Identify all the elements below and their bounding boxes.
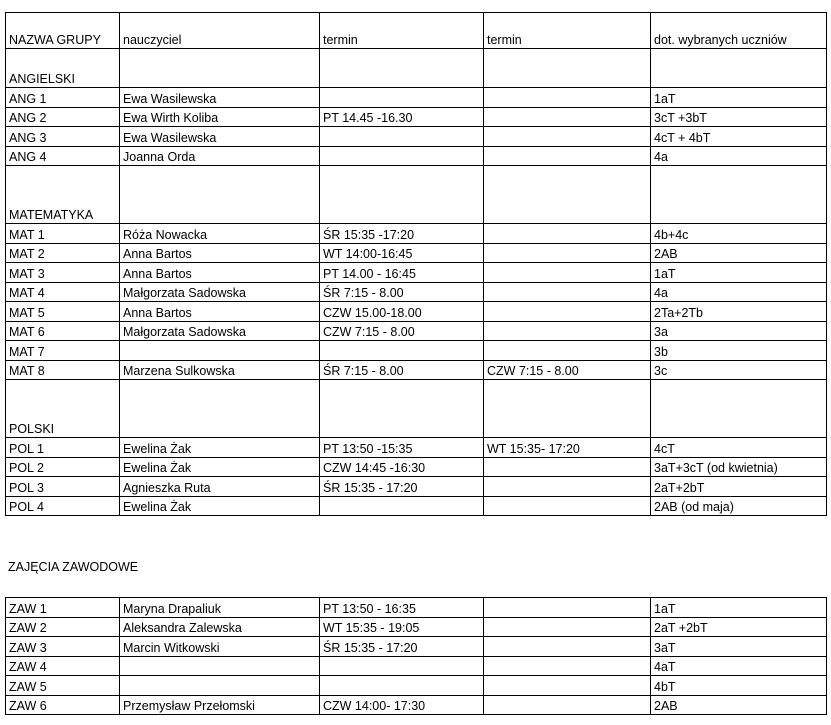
termin-2-cell (484, 617, 651, 637)
students-cell: 1aT (651, 598, 827, 618)
students-cell: 3cT +3bT (651, 107, 827, 127)
termin-1-cell: WT 15:35 - 19:05 (320, 617, 484, 637)
group-name-cell: MAT 2 (6, 243, 120, 263)
empty-cell (651, 166, 827, 224)
table-row (6, 341, 827, 361)
empty-cell (484, 166, 651, 224)
empty-cell (320, 380, 484, 438)
termin-1-cell (320, 341, 484, 361)
termin-2-cell (484, 107, 651, 127)
termin-1-cell: CZW 14:45 -16:30 (320, 457, 484, 477)
table-row (6, 598, 827, 618)
header-teacher-cell: nauczyciel (120, 13, 320, 49)
termin-2-cell (484, 637, 651, 657)
teacher-cell: Anna Bartos (120, 263, 320, 283)
group-name-cell: POL 2 (6, 457, 120, 477)
termin-1-cell: ŚR 7:15 - 8.00 (320, 360, 484, 380)
table-row (6, 676, 827, 696)
empty-cell (484, 380, 651, 438)
termin-1-cell: ŚR 15:35 -17:20 (320, 224, 484, 244)
students-cell: 2AB (od maja) (651, 496, 827, 516)
group-name-cell: POL 1 (6, 438, 120, 458)
teacher-cell: Ewelina Żak (120, 457, 320, 477)
table-row (6, 282, 827, 302)
students-cell: 4bT (651, 676, 827, 696)
students-cell: 3a (651, 321, 827, 341)
termin-1-cell: PT 14.00 - 16:45 (320, 263, 484, 283)
table-row (6, 302, 827, 322)
empty-cell (651, 380, 827, 438)
students-cell: 4a (651, 282, 827, 302)
students-cell: 2AB (651, 243, 827, 263)
termin-2-cell (484, 321, 651, 341)
teacher-cell (120, 341, 320, 361)
termin-2-cell (484, 127, 651, 147)
termin-2-cell (484, 302, 651, 322)
students-cell: 4cT + 4bT (651, 127, 827, 147)
zajecia-zawodowe-title: ZAJĘCIA ZAWODOWE (8, 560, 139, 574)
termin-1-cell (320, 676, 484, 696)
teacher-cell: Marcin Witkowski (120, 637, 320, 657)
group-name-cell: ANG 2 (6, 107, 120, 127)
table-row (6, 107, 827, 127)
group-name-cell: ZAW 2 (6, 617, 120, 637)
teacher-cell: Anna Bartos (120, 302, 320, 322)
students-cell: 3b (651, 341, 827, 361)
termin-1-cell: ŚR 15:35 - 17:20 (320, 477, 484, 497)
students-cell: 4cT (651, 438, 827, 458)
teacher-cell: Aleksandra Zalewska (120, 617, 320, 637)
empty-cell (320, 166, 484, 224)
empty-cell (120, 49, 320, 88)
section-title: MATEMATYKA (6, 166, 120, 224)
table-row (6, 224, 827, 244)
header-termin-2-cell: termin (484, 13, 651, 49)
termin-1-cell: ŚR 15:35 - 17:20 (320, 637, 484, 657)
teacher-cell (120, 656, 320, 676)
termin-2-cell (484, 695, 651, 715)
empty-cell (120, 380, 320, 438)
termin-2-cell: WT 15:35- 17:20 (484, 438, 651, 458)
termin-2-cell (484, 496, 651, 516)
teacher-cell: Marzena Sulkowska (120, 360, 320, 380)
termin-2-cell (484, 224, 651, 244)
table-row (6, 637, 827, 657)
group-name-cell: POL 4 (6, 496, 120, 516)
table-row (6, 243, 827, 263)
table-row (6, 360, 827, 380)
teacher-cell: Róża Nowacka (120, 224, 320, 244)
termin-2-cell (484, 146, 651, 166)
empty-cell (484, 49, 651, 88)
termin-1-cell (320, 146, 484, 166)
termin-2-cell (484, 598, 651, 618)
students-cell: 2Ta+2Tb (651, 302, 827, 322)
group-name-cell: MAT 4 (6, 282, 120, 302)
header-termin-1-cell: termin (320, 13, 484, 49)
section-title-row (6, 380, 827, 438)
group-name-cell: ZAW 4 (6, 656, 120, 676)
teacher-cell: Przemysław Przełomski (120, 695, 320, 715)
termin-1-cell: WT 14:00-16:45 (320, 243, 484, 263)
table-row (6, 88, 827, 108)
group-name-cell: MAT 1 (6, 224, 120, 244)
teacher-cell: Ewa Wirth Koliba (120, 107, 320, 127)
group-name-cell: ZAW 3 (6, 637, 120, 657)
group-name-cell: MAT 3 (6, 263, 120, 283)
section-title: POLSKI (6, 380, 120, 438)
students-cell: 1aT (651, 88, 827, 108)
section-title: ANGIELSKI (6, 49, 120, 88)
termin-2-cell (484, 243, 651, 263)
header-row (6, 13, 827, 49)
table-row (6, 477, 827, 497)
termin-2-cell (484, 282, 651, 302)
termin-2-cell (484, 263, 651, 283)
group-name-cell: POL 3 (6, 477, 120, 497)
termin-1-cell: CZW 15.00-18.00 (320, 302, 484, 322)
group-name-cell: ANG 1 (6, 88, 120, 108)
teacher-cell: Ewelina Żak (120, 496, 320, 516)
students-cell: 3c (651, 360, 827, 380)
empty-cell (120, 166, 320, 224)
group-name-cell: MAT 6 (6, 321, 120, 341)
empty-cell (651, 49, 827, 88)
teacher-cell: Ewelina Żak (120, 438, 320, 458)
table-row (6, 695, 827, 715)
termin-1-cell (320, 496, 484, 516)
table-row (6, 146, 827, 166)
teacher-cell: Ewa Wasilewska (120, 127, 320, 147)
termin-2-cell (484, 457, 651, 477)
students-cell: 4aT (651, 656, 827, 676)
students-cell: 3aT (651, 637, 827, 657)
students-cell: 4b+4c (651, 224, 827, 244)
termin-1-cell: PT 13:50 - 16:35 (320, 598, 484, 618)
students-cell: 2AB (651, 695, 827, 715)
teacher-cell: Agnieszka Ruta (120, 477, 320, 497)
table-row (6, 438, 827, 458)
teacher-cell: Małgorzata Sadowska (120, 321, 320, 341)
group-name-cell: MAT 5 (6, 302, 120, 322)
termin-2-cell (484, 477, 651, 497)
termin-2-cell (484, 656, 651, 676)
termin-1-cell: PT 13:50 -15:35 (320, 438, 484, 458)
group-name-cell: ZAW 1 (6, 598, 120, 618)
teacher-cell: Maryna Drapaliuk (120, 598, 320, 618)
table-row (6, 457, 827, 477)
table-row (6, 127, 827, 147)
group-name-cell: MAT 7 (6, 341, 120, 361)
table-row (6, 263, 827, 283)
termin-2-cell (484, 676, 651, 696)
termin-1-cell (320, 127, 484, 147)
teacher-cell: Małgorzata Sadowska (120, 282, 320, 302)
termin-2-cell: CZW 7:15 - 8.00 (484, 360, 651, 380)
termin-1-cell: ŚR 7:15 - 8.00 (320, 282, 484, 302)
students-cell: 3aT+3cT (od kwietnia) (651, 457, 827, 477)
termin-1-cell (320, 88, 484, 108)
group-name-cell: ANG 4 (6, 146, 120, 166)
schedule-table (5, 12, 827, 516)
teacher-cell (120, 676, 320, 696)
zawodowe-table (5, 597, 827, 715)
termin-2-cell (484, 341, 651, 361)
group-name-cell: ZAW 5 (6, 676, 120, 696)
table-row (6, 496, 827, 516)
students-cell: 1aT (651, 263, 827, 283)
empty-cell (320, 49, 484, 88)
section-title-row (6, 49, 827, 88)
header-students-cell: dot. wybranych uczniów (651, 13, 827, 49)
group-name-cell: ANG 3 (6, 127, 120, 147)
group-name-cell: ZAW 6 (6, 695, 120, 715)
group-name-cell: MAT 8 (6, 360, 120, 380)
teacher-cell: Joanna Orda (120, 146, 320, 166)
table-row (6, 321, 827, 341)
termin-2-cell (484, 88, 651, 108)
table-row (6, 656, 827, 676)
students-cell: 2aT +2bT (651, 617, 827, 637)
table-row (6, 617, 827, 637)
teacher-cell: Anna Bartos (120, 243, 320, 263)
students-cell: 4a (651, 146, 827, 166)
termin-1-cell (320, 656, 484, 676)
termin-1-cell: CZW 7:15 - 8.00 (320, 321, 484, 341)
section-title-row (6, 166, 827, 224)
termin-1-cell: PT 14.45 -16.30 (320, 107, 484, 127)
termin-1-cell: CZW 14:00- 17:30 (320, 695, 484, 715)
teacher-cell: Ewa Wasilewska (120, 88, 320, 108)
header-group-name-cell: NAZWA GRUPY (6, 13, 120, 49)
students-cell: 2aT+2bT (651, 477, 827, 497)
